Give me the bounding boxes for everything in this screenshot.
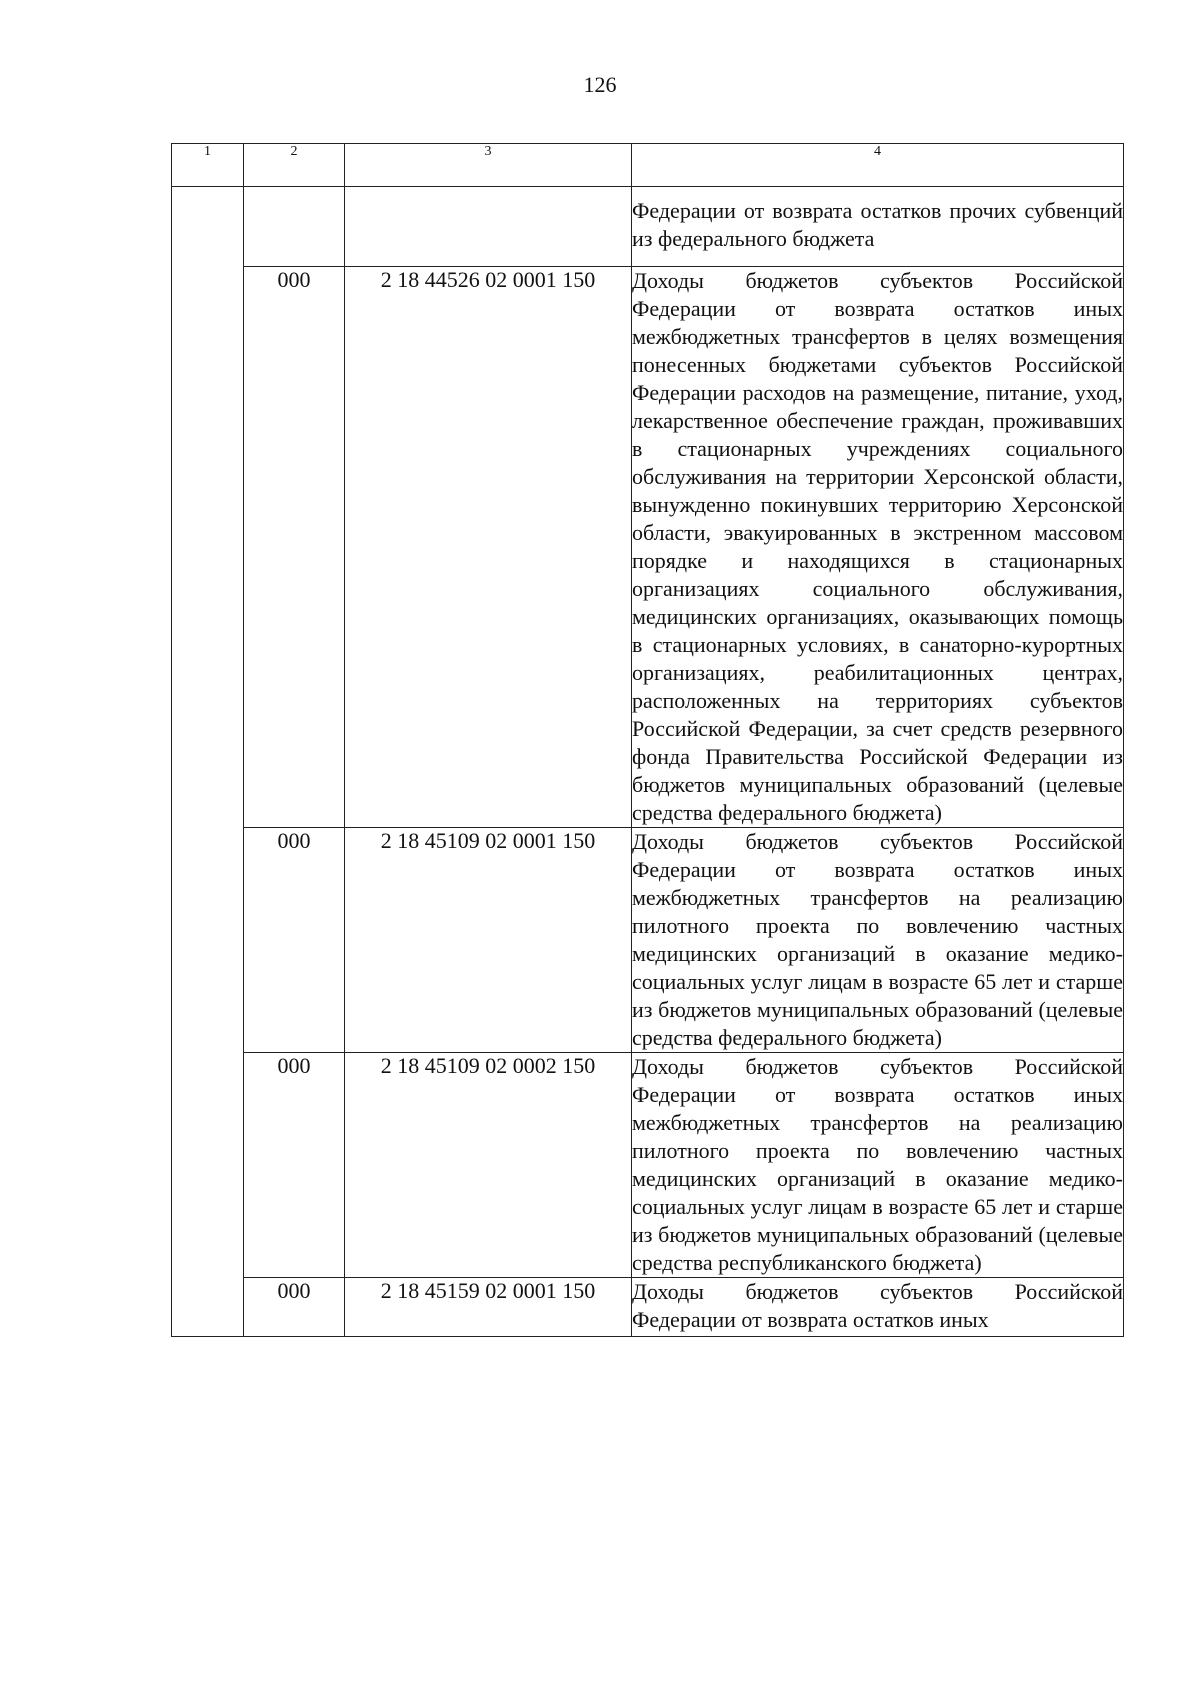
table-row xyxy=(172,267,1124,828)
table-row xyxy=(172,828,1124,1053)
type-code-cell xyxy=(244,187,345,267)
table-row xyxy=(172,187,1124,267)
table-row xyxy=(172,1278,1124,1337)
kbk-code-cell: 2 18 44526 02 0001 150 xyxy=(345,267,632,828)
header-col-1: 1 xyxy=(172,144,244,187)
kbk-code-cell: 2 18 45109 02 0001 150 xyxy=(345,828,632,1053)
kbk-code-cell xyxy=(345,187,632,267)
table-header-row xyxy=(172,144,1124,187)
header-col-3: 3 xyxy=(345,144,632,187)
description-cell: Доходы бюджетов субъектов Российской Федерации от возврата остатков иных межбюджетных трансфертов в целях возмещения понесенных бюджетами субъектов Российской Федерации расходов на размещение, питание, уход, лекарственное обеспечение граждан, проживавших в стационарных учреждениях социального обслуживания на территории Херсонской области, вынужденно покинувших территорию Херсонской области, эвакуированных в экстренном массовом порядке и находящихся в стационарных организациях социального обслуживания, медицинских организациях, оказывающих помощь в стационарных условиях, в санаторно-курортных организациях, реабилитационных центрах, расположенных на территориях субъектов Российской Федерации, за счет средств резервного фонда Правительства Российской Федерации из бюджетов муниципальных образований (целевые средства федерального бюджета) xyxy=(632,267,1124,828)
description-cell: Федерации от возврата остатков прочих субвенций из федерального бюджета xyxy=(632,187,1124,267)
type-code-cell: 000 xyxy=(244,267,345,828)
header-col-2: 2 xyxy=(244,144,345,187)
type-code-cell: 000 xyxy=(244,828,345,1053)
type-code-cell: 000 xyxy=(244,1053,345,1278)
kbk-code-cell: 2 18 45109 02 0002 150 xyxy=(345,1053,632,1278)
description-cell: Доходы бюджетов субъектов Российской Федерации от возврата остатков иных межбюджетных трансфертов на реализацию пилотного проекта по вовлечению частных медицинских организаций в оказание медико-социальных услуг лицам в возрасте 65 лет и старше из бюджетов муниципальных образований (целевые средства республиканского бюджета) xyxy=(632,1053,1124,1278)
description-cell: Доходы бюджетов субъектов Российской Федерации от возврата остатков иных межбюджетных трансфертов на реализацию пилотного проекта по вовлечению частных медицинских организаций в оказание медико-социальных услуг лицам в возрасте 65 лет и старше из бюджетов муниципальных образований (целевые средства федерального бюджета) xyxy=(632,828,1124,1053)
kbk-code-cell: 2 18 45159 02 0001 150 xyxy=(345,1278,632,1337)
type-code-cell: 000 xyxy=(244,1278,345,1337)
header-col-4: 4 xyxy=(632,144,1124,187)
page-number: 126 xyxy=(583,72,617,97)
empty-col-1-cell xyxy=(172,187,244,1337)
table-row xyxy=(172,1053,1124,1278)
description-cell: Доходы бюджетов субъектов Российской Федерации от возврата остатков иных xyxy=(632,1278,1124,1337)
budget-codes-table xyxy=(171,143,1124,1337)
